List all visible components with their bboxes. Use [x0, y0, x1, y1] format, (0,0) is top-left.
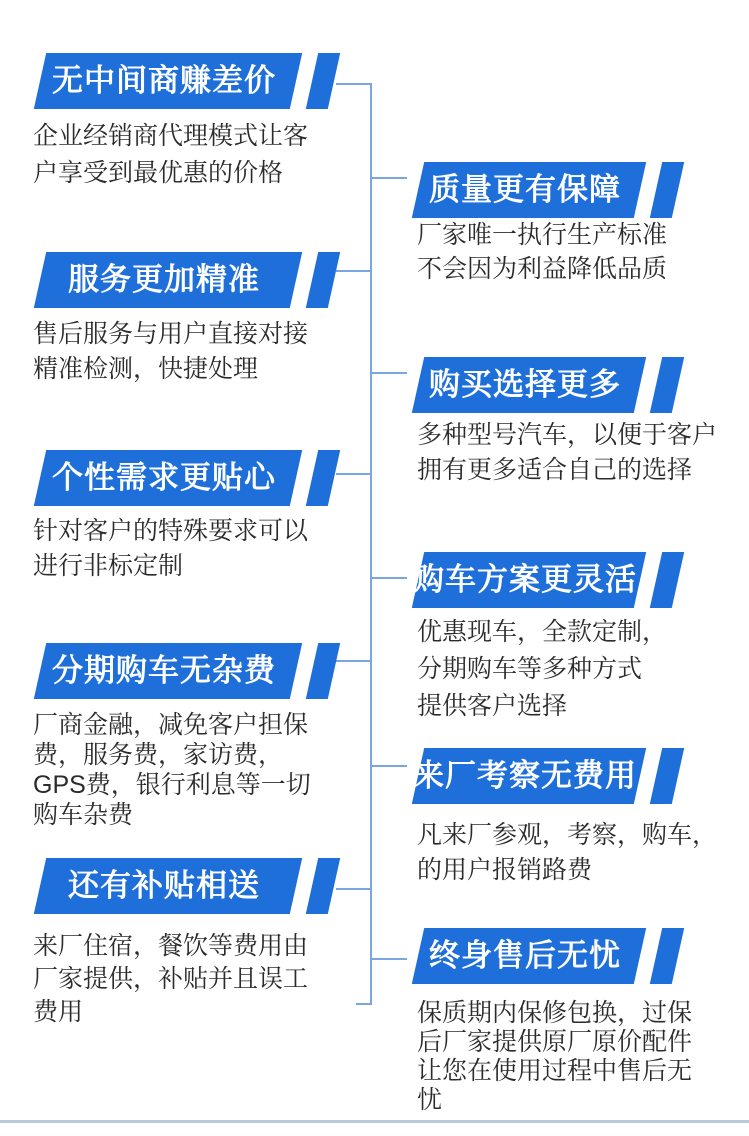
benefit-description [33, 930, 368, 1029]
benefit-description [417, 418, 739, 488]
banner-ribbon-tip [650, 928, 684, 984]
banner-ribbon-tip [650, 162, 684, 218]
banner-ribbon-tip [650, 357, 684, 413]
benefit-banner-precise-service [28, 252, 344, 308]
benefit-description [33, 514, 368, 584]
description-line: GPS费，银行利息等一切 [33, 771, 311, 799]
connector-tick-right-5 [370, 958, 407, 960]
benefit-description [33, 118, 368, 192]
benefit-title: 购车方案更灵活 [413, 562, 637, 597]
benefit-description [417, 999, 739, 1115]
benefit-banner-no-middleman [28, 53, 344, 109]
benefit-description [33, 710, 368, 830]
connector-tick-right-3 [370, 577, 407, 579]
description-line: 的用户报销路费 [417, 856, 593, 884]
benefit-description [417, 218, 739, 286]
description-line: 费用 [33, 998, 84, 1026]
connector-tick-right-2 [370, 372, 407, 374]
benefit-banner-flexible-plans [406, 552, 688, 608]
benefit-banner-lifetime-service [406, 928, 688, 984]
description-line: 来厂住宿，餐饮等费用由 [33, 932, 309, 960]
banner-ribbon-tip [306, 643, 340, 699]
description-line: 多种型号汽车，以便于客户 [417, 421, 718, 449]
benefit-title: 终身售后无忧 [429, 938, 621, 973]
description-line: 售后服务与用户直接对接 [33, 320, 309, 348]
description-line: 拥有更多适合自己的选择 [417, 456, 693, 484]
connector-tick-right-1 [370, 177, 407, 179]
description-line: 不会因为利益降低品质 [417, 255, 668, 283]
description-line: 凡来厂参观，考察，购车， [417, 821, 718, 849]
banner-ribbon-tip [306, 450, 340, 506]
benefit-title: 无中间商赚差价 [52, 63, 276, 98]
description-line: 提供客户选择 [417, 692, 568, 720]
connector-tick-right-4 [370, 765, 407, 767]
description-line: 厂商金融，减免客户担保 [33, 711, 309, 739]
banner-ribbon-tip [650, 552, 684, 608]
description-line: 保质期内保修包换，过保 [417, 999, 693, 1027]
benefit-banner-quality [406, 162, 688, 218]
description-line: 让您在使用过程中售后无 [417, 1057, 693, 1085]
benefit-title: 质量更有保障 [429, 172, 621, 207]
benefit-title: 服务更加精准 [68, 262, 260, 297]
benefit-banner-subsidy [28, 858, 344, 914]
description-line: 购车杂费 [33, 801, 134, 829]
benefit-title: 购买选择更多 [429, 367, 621, 402]
description-line: 精准检测，快捷处理 [33, 355, 259, 383]
connector-vertical-line [370, 83, 372, 1005]
banner-ribbon-tip [306, 252, 340, 308]
description-line: 分期购车等多种方式 [417, 655, 643, 683]
benefit-title: 分期购车无杂费 [52, 653, 276, 688]
banner-ribbon-tip [306, 53, 340, 109]
bottom-divider [0, 1120, 749, 1123]
benefit-banner-personalized [28, 450, 344, 506]
benefit-title: 来厂考察无费用 [413, 758, 637, 793]
benefit-banner-no-extra-fees [28, 643, 344, 699]
benefit-title: 个性需求更贴心 [52, 460, 276, 495]
description-line: 企业经销商代理模式让客 [33, 122, 309, 150]
banner-ribbon-tip [650, 748, 684, 804]
banner-ribbon-tip [306, 858, 340, 914]
benefit-title: 还有补贴相送 [68, 868, 260, 903]
description-line: 费，服务费，家访费， [33, 741, 284, 769]
benefit-description [417, 614, 739, 725]
benefit-description [417, 818, 739, 888]
description-line: 后厂家提供原厂原价配件 [417, 1028, 693, 1056]
description-line: 户享受到最优惠的价格 [33, 159, 284, 187]
benefit-description [33, 317, 368, 387]
description-line: 进行非标定制 [33, 552, 184, 580]
description-line: 厂家唯一执行生产标准 [417, 221, 668, 249]
description-line: 厂家提供，补贴并且误工 [33, 965, 309, 993]
description-line: 针对客户的特殊要求可以 [33, 517, 309, 545]
benefit-banner-more-choices [406, 357, 688, 413]
description-line: 忧 [417, 1086, 443, 1114]
description-line: 优惠现车，全款定制， [417, 618, 668, 646]
benefit-banner-free-visit [406, 748, 688, 804]
